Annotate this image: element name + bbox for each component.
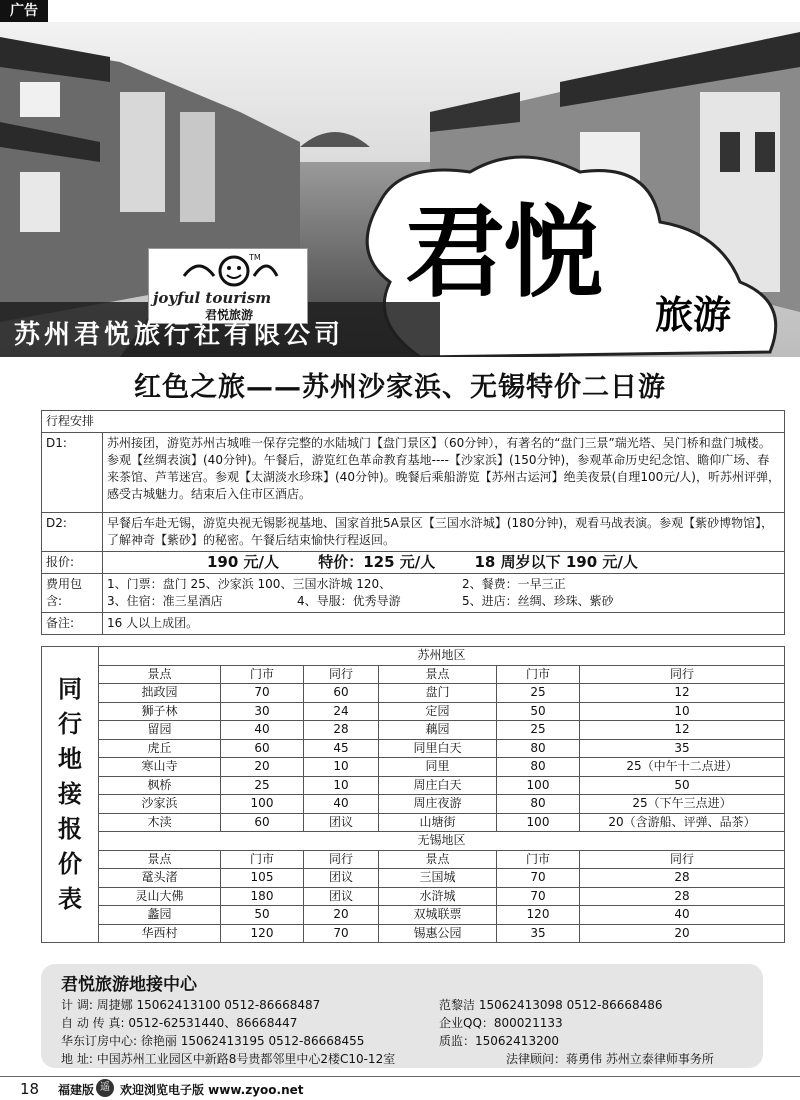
table-cell: 10: [304, 758, 379, 777]
contact-qq: 企业QQ：800021133: [439, 1016, 563, 1030]
table-cell: 100: [497, 776, 580, 795]
column-header: 景点: [99, 665, 221, 684]
price-label: 报价:: [42, 552, 103, 574]
logo-english: joyful tourism: [153, 289, 272, 307]
table-cell: 60: [304, 684, 379, 703]
column-header: 门市: [221, 850, 304, 869]
table-cell: 105: [221, 869, 304, 888]
table-cell: 团议: [304, 813, 379, 832]
table-cell: 蠡园: [99, 906, 221, 925]
table-cell: 12: [580, 721, 785, 740]
day2-text: 早餐后车赴无锡，游览央视无锡影视基地、国家首批5A景区【三国水浒城】(180分钟)，观看马战表演。参观【紫砂博物馆】，了解神奇【紫砂】的秘密。午餐后结束愉快行程返回。: [103, 513, 785, 552]
contact-row-booking: [61, 1032, 364, 1049]
table-cell: 双城联票: [379, 906, 497, 925]
table-cell: 同里白天: [379, 739, 497, 758]
table-cell: 20: [580, 924, 785, 943]
table-cell: 定园: [379, 702, 497, 721]
column-header: 门市: [497, 850, 580, 869]
table-cell: 周庄白天: [379, 776, 497, 795]
side-char: 接: [58, 780, 82, 808]
contact-title: 君悦旅游地接中心: [61, 975, 197, 995]
page-title: 红色之旅——苏州沙家浜、无锡特价二日游: [134, 372, 666, 403]
table-cell: 灵山大佛: [99, 887, 221, 906]
contact-box: [41, 964, 763, 1068]
side-char: 行: [58, 710, 82, 738]
footer-divider: [0, 1076, 800, 1077]
table-cell: 木渎: [99, 813, 221, 832]
day1-text: 苏州接团，游览苏州古城唯一保存完整的水陆城门【盘门景区】（60分钟），有著名的“盘门三景”瑞光塔、吴门桥和盘门城楼。参观【丝绸表演】(40分钟)。午餐后，游览红色革命教育基地----【沙家浜】(150分钟)，参观革命历史纪念馆、瞻仰广场、春来茶馆、芦苇迷宫。参观【太湖淡水珍珠】(40分钟)。晚餐后乘船游览【苏州古运河】绝美夜景(自理100元/人)，听苏州评弹，感受古城魅力。结束后入住市区酒店。: [103, 433, 785, 513]
table-cell: 45: [304, 739, 379, 758]
contact-dispatch-2: 范黎洁 15062413098 0512-86668486: [439, 998, 663, 1012]
table-cell: 80: [497, 795, 580, 814]
table-cell: 三国城: [379, 869, 497, 888]
quote-table: [41, 646, 785, 943]
table-cell: 25（中午十二点进）: [580, 758, 785, 777]
logo-chinese: 君悦旅游: [205, 308, 254, 322]
table-cell: 盘门: [379, 684, 497, 703]
table-cell: 100: [497, 813, 580, 832]
brand-big: 君悦: [405, 194, 601, 311]
table-cell: 70: [221, 684, 304, 703]
table-cell: 同里: [379, 758, 497, 777]
price-youth: 18 周岁以下 190 元/人: [474, 553, 638, 571]
column-header: 景点: [379, 850, 497, 869]
smile-logo-icon: [179, 251, 279, 291]
table-cell: 25: [497, 684, 580, 703]
contact-row-fax: [61, 1014, 297, 1031]
table-cell: 25（下午三点进）: [580, 795, 785, 814]
price-regular: 190 元/人: [207, 553, 280, 571]
table-cell: 10: [580, 702, 785, 721]
wuxi-row: [42, 924, 785, 943]
fee-item-2: 2、餐费：一早三正: [462, 577, 566, 591]
fee-item-5: 5、进店：丝绸、珍珠、紫砂: [462, 594, 614, 608]
table-cell: 60: [221, 739, 304, 758]
table-cell: 35: [580, 739, 785, 758]
edition-badge: 遥: [96, 1079, 114, 1097]
table-cell: 锡惠公园: [379, 924, 497, 943]
fee-values: [103, 574, 785, 613]
table-cell: 20: [304, 906, 379, 925]
fee-item-1: 1、门票：盘门 25、沙家浜 100、三国水浒城 120、: [107, 577, 392, 591]
note-text: 16 人以上成团。: [103, 613, 785, 635]
table-cell: 虎丘: [99, 739, 221, 758]
table-cell: 100: [221, 795, 304, 814]
table-cell: 30: [221, 702, 304, 721]
website-link[interactable]: 欢迎浏览电子版 www.zyoo.net: [120, 1083, 304, 1097]
itinerary-header: 行程安排: [42, 411, 785, 433]
table-cell: 180: [221, 887, 304, 906]
table-cell: 50: [221, 906, 304, 925]
table-cell: 25: [497, 721, 580, 740]
table-cell: 60: [221, 813, 304, 832]
suzhou-row: [42, 739, 785, 758]
suzhou-row: [42, 702, 785, 721]
table-cell: 28: [580, 869, 785, 888]
table-cell: 50: [497, 702, 580, 721]
table-cell: 团议: [304, 887, 379, 906]
table-cell: 70: [304, 924, 379, 943]
day2-label: D2:: [42, 513, 103, 552]
fee-item-3: 3、住宿：准三星酒店: [107, 594, 223, 608]
table-cell: 40: [221, 721, 304, 740]
table-cell: 35: [497, 924, 580, 943]
column-header: 景点: [379, 665, 497, 684]
contact-quality: 质监：15062413200: [439, 1034, 559, 1048]
table-cell: 华西村: [99, 924, 221, 943]
banner-image: [0, 22, 800, 357]
table-cell: 团议: [304, 869, 379, 888]
table-cell: 留园: [99, 721, 221, 740]
side-char: 价: [58, 850, 82, 878]
side-char: 地: [58, 745, 82, 773]
table-cell: 寒山寺: [99, 758, 221, 777]
table-cell: 40: [304, 795, 379, 814]
table-cell: 120: [497, 906, 580, 925]
table-cell: 24: [304, 702, 379, 721]
side-char: 同: [58, 675, 82, 703]
logo-trademark: TM: [249, 253, 261, 262]
table-cell: 80: [497, 758, 580, 777]
company-name: 苏州君悦旅行社有限公司: [14, 320, 345, 350]
table-cell: 拙政园: [99, 684, 221, 703]
contact-booking-value: 徐艳丽 15062413195 0512-86668455: [140, 1034, 365, 1048]
table-cell: 80: [497, 739, 580, 758]
suzhou-row: [42, 776, 785, 795]
wuxi-row: [42, 887, 785, 906]
column-header: 景点: [99, 850, 221, 869]
table-cell: 沙家浜: [99, 795, 221, 814]
contact-address-value: 中国苏州工业园区中新路8号贵都邻里中心2楼C10-12室: [96, 1052, 396, 1066]
column-header: 门市: [497, 665, 580, 684]
suzhou-row: [42, 813, 785, 832]
column-header: 同行: [580, 850, 785, 869]
page-footer: [0, 1076, 800, 1100]
suzhou-row: [42, 758, 785, 777]
ad-tag: 广告: [0, 0, 48, 22]
contact-fax-label: 自 动 传 真:: [61, 1016, 125, 1030]
contact-booking-label: 华东订房中心:: [61, 1034, 138, 1048]
table-cell: 周庄夜游: [379, 795, 497, 814]
price-values: [103, 552, 785, 574]
table-cell: 20: [221, 758, 304, 777]
contact-row-dispatch: [61, 996, 320, 1013]
wuxi-row: [42, 869, 785, 888]
wuxi-row: [42, 906, 785, 925]
quote-side-label: [42, 647, 99, 943]
brand-small: 旅游: [655, 292, 732, 337]
contact-fax-value: 0512-62531440、86668447: [128, 1016, 298, 1030]
region-suzhou: 苏州地区: [99, 647, 785, 666]
table-cell: 28: [304, 721, 379, 740]
table-cell: 20（含游船、评弹、品茶）: [580, 813, 785, 832]
table-cell: 50: [580, 776, 785, 795]
fee-item-4: 4、导服：优秀导游: [297, 594, 401, 608]
side-char: 表: [58, 885, 82, 913]
table-cell: 10: [304, 776, 379, 795]
day1-label: D1:: [42, 433, 103, 513]
column-header: 同行: [304, 850, 379, 869]
table-cell: 藕园: [379, 721, 497, 740]
table-cell: 28: [580, 887, 785, 906]
note-label: 备注:: [42, 613, 103, 635]
table-cell: 40: [580, 906, 785, 925]
table-cell: 25: [221, 776, 304, 795]
suzhou-row: [42, 684, 785, 703]
table-cell: 120: [221, 924, 304, 943]
table-cell: 山塘街: [379, 813, 497, 832]
contact-address-label: 地 址:: [61, 1052, 93, 1066]
contact-dispatch-label: 计 调:: [61, 998, 93, 1012]
page-number: 18: [20, 1080, 40, 1098]
fee-label: 费用包含:: [42, 574, 103, 613]
price-special: 特价：125 元/人: [318, 553, 436, 571]
joyful-logo: [148, 248, 308, 324]
suzhou-row: [42, 795, 785, 814]
table-cell: 狮子林: [99, 702, 221, 721]
column-header: 门市: [221, 665, 304, 684]
table-cell: 鼋头渚: [99, 869, 221, 888]
contact-legal: 法律顾问：蒋勇伟 苏州立泰律师事务所: [506, 1052, 714, 1066]
table-cell: 70: [497, 869, 580, 888]
edition-label: 福建版: [58, 1083, 95, 1097]
contact-row-address: [61, 1050, 395, 1067]
contact-dispatch-value: 周捷娜 15062413100 0512-86668487: [96, 998, 321, 1012]
column-header: 同行: [304, 665, 379, 684]
table-cell: 水浒城: [379, 887, 497, 906]
column-header: 同行: [580, 665, 785, 684]
table-cell: 70: [497, 887, 580, 906]
suzhou-row: [42, 721, 785, 740]
itinerary-table: [41, 410, 785, 635]
region-wuxi: 无锡地区: [99, 832, 785, 851]
table-cell: 12: [580, 684, 785, 703]
table-cell: 枫桥: [99, 776, 221, 795]
side-char: 报: [58, 815, 82, 843]
